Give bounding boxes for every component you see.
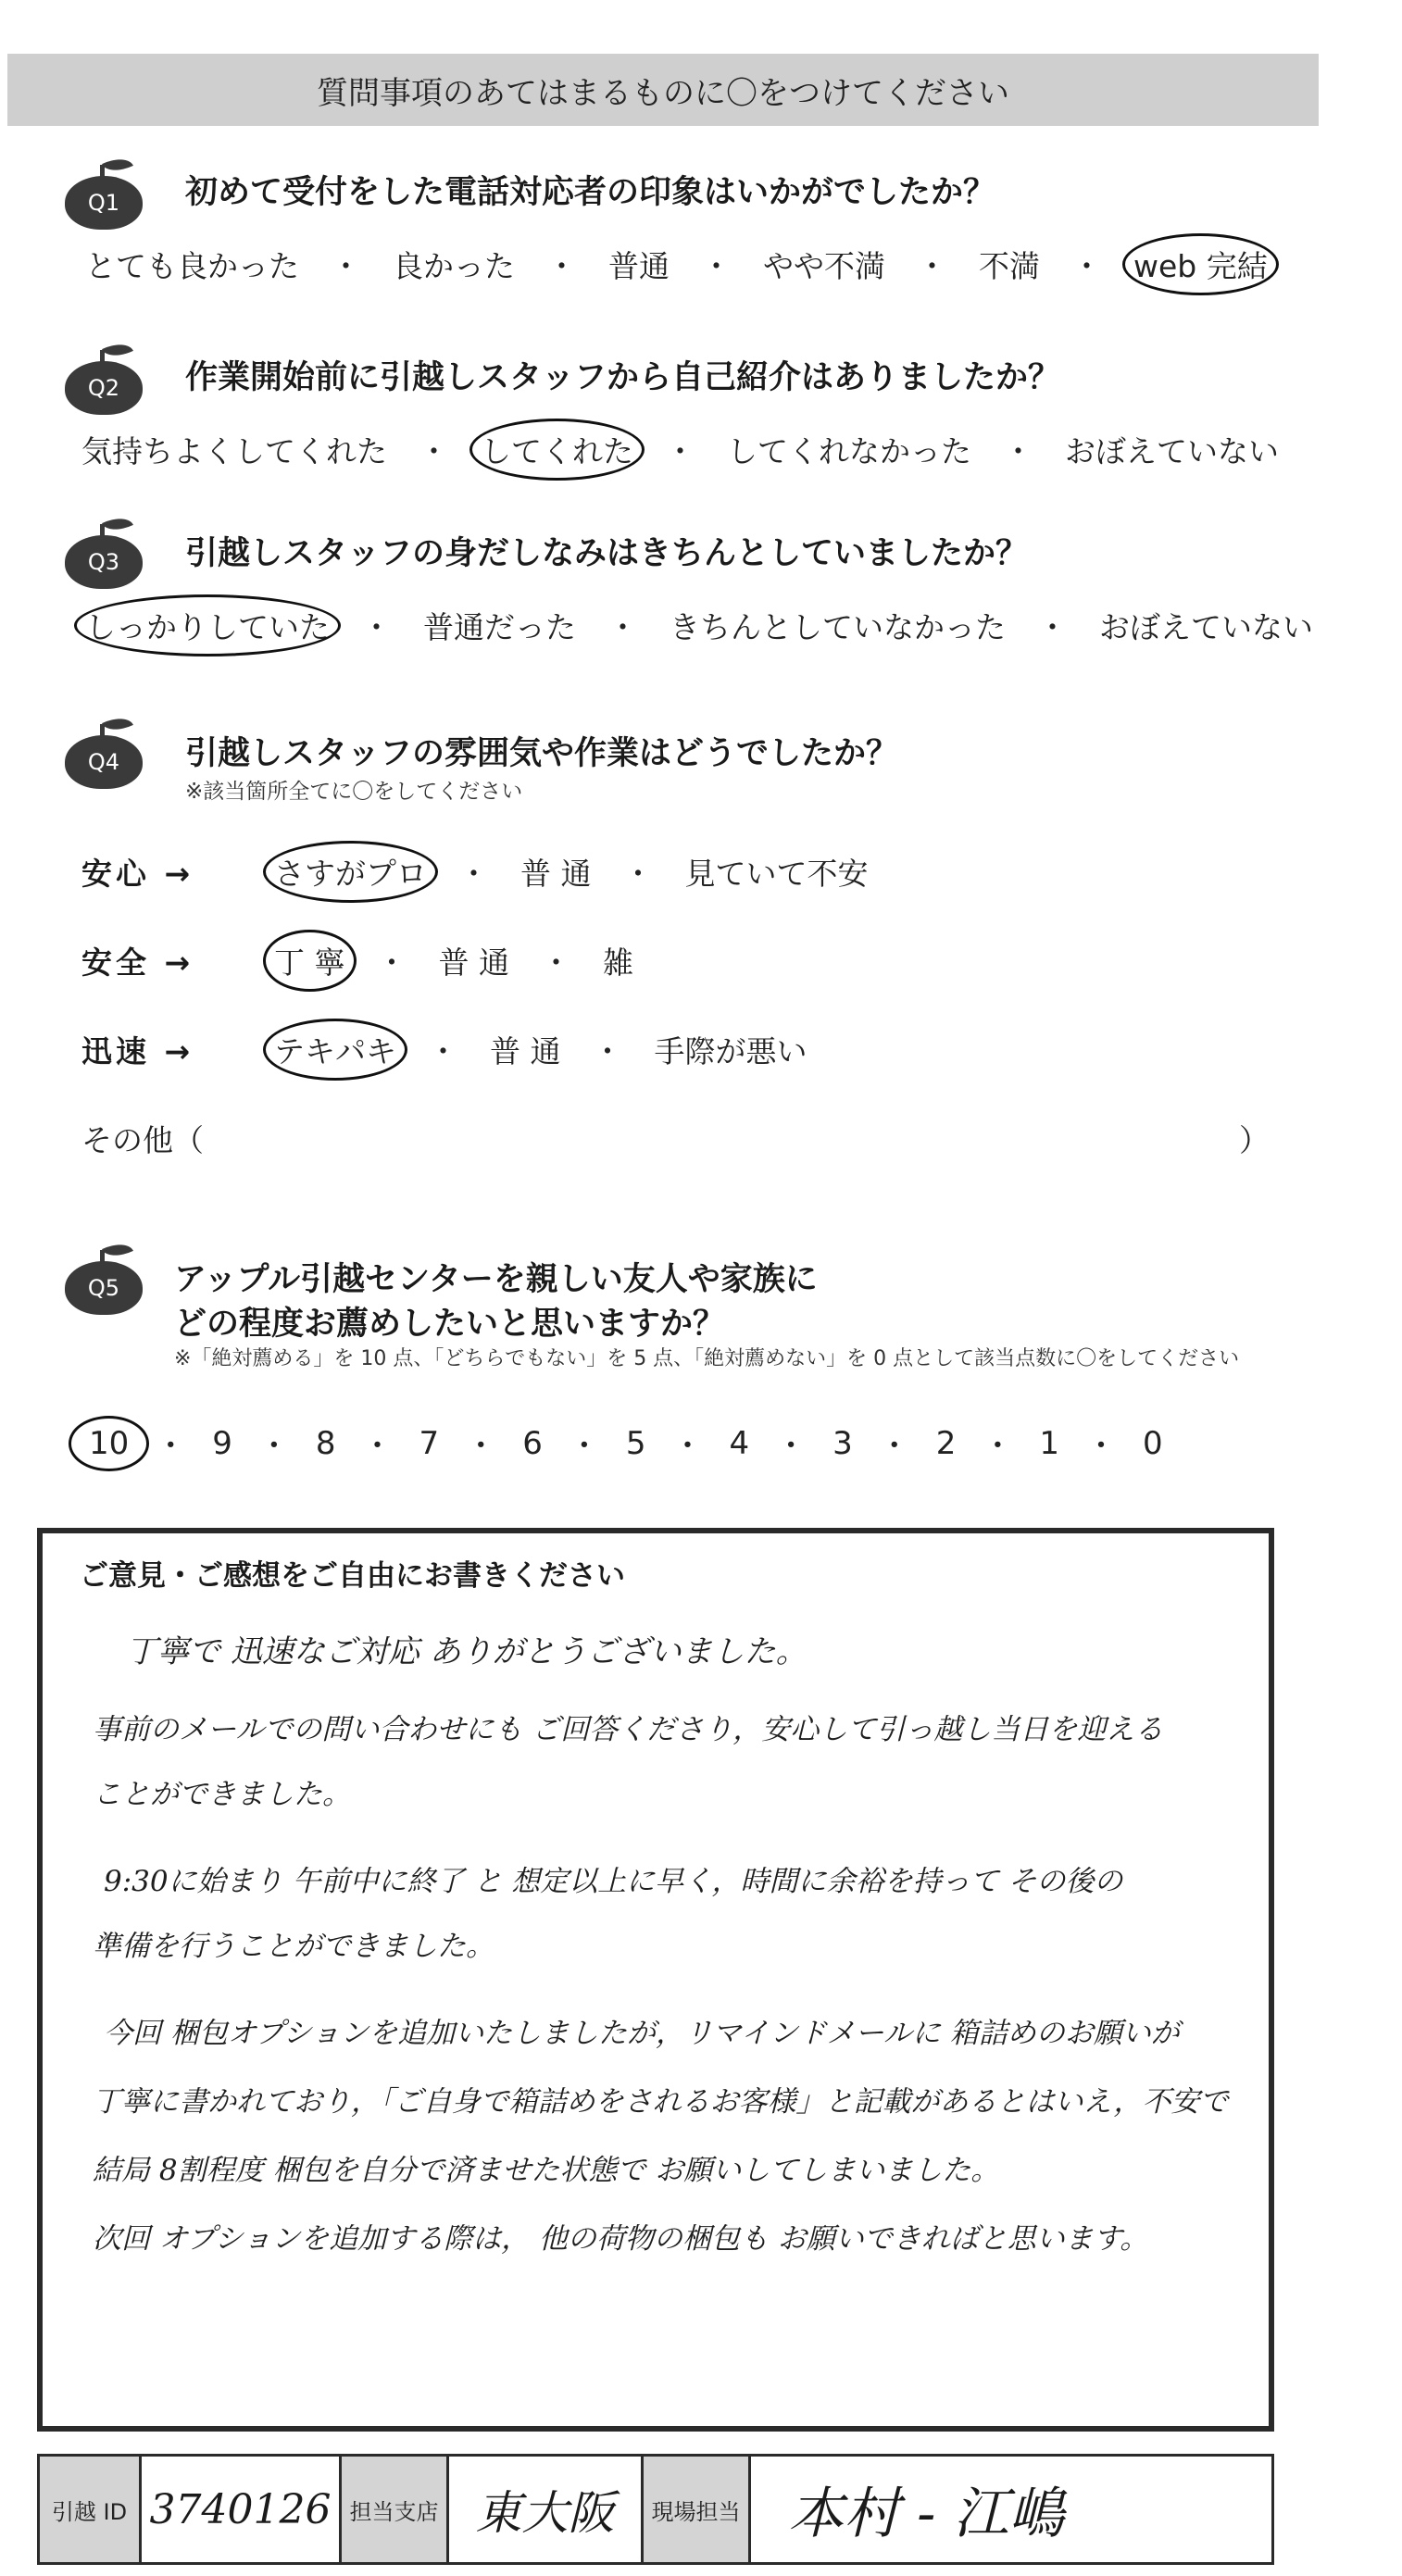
q5-score-selected[interactable]: 10 — [89, 1425, 129, 1462]
q5-apple-icon — [65, 1250, 143, 1315]
q4-apple-icon — [65, 724, 143, 789]
comment-line: 丁寧に書かれており，「ご自身で箱詰めをされるお客様」と記載があるとはいえ，不安で — [93, 2085, 1229, 2119]
comment-box — [37, 1528, 1274, 2432]
q5-score[interactable]: 9 — [212, 1424, 232, 1462]
q2-option[interactable]: おぼえていない — [1065, 433, 1279, 469]
q1-question: 初めて受付をした電話対応者の印象はいかがでしたか？ — [185, 174, 996, 211]
q4-option[interactable]: 雑 — [603, 944, 633, 981]
q4-option-selected[interactable]: テキパキ — [274, 1028, 396, 1071]
comment-line: 丁寧で 迅速なご対応 ありがとうございました。 — [126, 1633, 807, 1670]
instruction-header — [7, 54, 1319, 126]
q4-row-label-jinsoku: 迅速 → — [81, 1033, 194, 1069]
q4-row-anzen-options: 丁 寧 ・ 普 通 ・ 雑 — [274, 939, 633, 982]
q3-option[interactable]: きちんとしていなかった — [670, 609, 1006, 645]
q5-score[interactable]: 4 — [729, 1424, 750, 1462]
q1-option-selected[interactable]: web 完結 — [1133, 243, 1268, 286]
q1-option[interactable]: 不満 — [979, 248, 1040, 284]
q1-option[interactable]: やや不満 — [763, 248, 885, 284]
q4-badge: Q4 — [65, 735, 143, 789]
q1-option[interactable]: 普通 — [608, 248, 670, 284]
q3-option-selected[interactable]: しっかりしていた — [85, 604, 330, 647]
q1-badge: Q1 — [65, 176, 143, 230]
q4-option[interactable]: 普 通 — [490, 1033, 561, 1069]
footer-info-table — [37, 2454, 1274, 2565]
move-id-label: 引越 ID — [40, 2457, 142, 2562]
q4-row-label-anshin: 安心 → — [81, 856, 194, 892]
q5-score[interactable]: 8 — [315, 1424, 336, 1462]
comment-line: 結局 8割程度 梱包を自分で済ませた状態で お願いしてしまいました。 — [93, 2154, 1000, 2187]
q5-score-options: 10 ・ 9 ・ 8 ・ 7 ・ 6 ・ 5 ・ 4 ・ 3 ・ 2 ・ 1 ・ 0 — [89, 1420, 1163, 1466]
q4-option[interactable]: 手際が悪い — [654, 1033, 807, 1069]
comment-line: 事前のメールでの問い合わせにも ご回答くださり，安心して引っ越し当日を迎える — [93, 1713, 1164, 1746]
q3-options: しっかりしていた ・ 普通だった ・ きちんとしていなかった ・ おぼえていない — [85, 604, 1313, 647]
comment-line: 今回 梱包オプションを追加いたしましたが，リマインドメールに 箱詰めのお願いが — [104, 2017, 1180, 2050]
q4-option[interactable]: 普 通 — [520, 856, 592, 892]
q1-apple-icon — [65, 165, 143, 230]
q2-apple-icon — [65, 350, 143, 415]
q5-question-line2: どの程度お薦めしたいと思いますか？ — [174, 1306, 726, 1343]
q2-option[interactable]: 気持ちよくしてくれた — [81, 433, 387, 469]
q3-option[interactable]: おぼえていない — [1099, 609, 1313, 645]
q4-option-selected[interactable]: さすがプロ — [274, 850, 427, 894]
q3-badge: Q3 — [65, 535, 143, 589]
site-staff-label: 現場担当 — [644, 2457, 751, 2562]
q5-score[interactable]: 7 — [419, 1424, 440, 1462]
q2-options: 気持ちよくしてくれた ・ してくれた ・ してくれなかった ・ おぼえていない — [81, 428, 1279, 471]
q5-score[interactable]: 0 — [1143, 1424, 1163, 1462]
q4-row-jinsoku-options: テキパキ ・ 普 通 ・ 手際が悪い — [274, 1028, 807, 1071]
branch-value: 東大阪 — [449, 2457, 644, 2562]
q4-row-anshin-options: さすがプロ ・ 普 通 ・ 見ていて不安 — [274, 850, 869, 894]
q4-row-label-anzen: 安全 → — [81, 944, 194, 981]
comment-line: 準備を行うことができました。 — [93, 1930, 494, 1963]
q1-option[interactable]: とても良かった — [85, 248, 299, 284]
q1-options: とても良かった ・ 良かった ・ 普通 ・ やや不満 ・ 不満 ・ web 完結 — [85, 243, 1268, 286]
q5-note: ※「絶対薦める」を 10 点、「どちらでもない」を 5 点、「絶対薦めない」を 0 点として該当点数に〇をしてください — [174, 1347, 1240, 1370]
branch-label: 担当支店 — [342, 2457, 449, 2562]
q3-option[interactable]: 普通だった — [423, 609, 576, 645]
q2-question: 作業開始前に引越しスタッフから自己紹介はありましたか？ — [185, 359, 1061, 396]
q2-option[interactable]: してくれなかった — [727, 433, 971, 469]
q5-score[interactable]: 2 — [935, 1424, 957, 1462]
q5-score[interactable]: 6 — [522, 1424, 543, 1462]
site-staff-value: 本村 - 江嶋 — [788, 2482, 1065, 2546]
q4-option[interactable]: 普 通 — [438, 944, 509, 981]
q2-badge: Q2 — [65, 361, 143, 415]
q1-option[interactable]: 良かった — [393, 248, 515, 284]
instruction-header-text: 質問事項のあてはまるものに〇をつけてください — [317, 74, 1009, 112]
q4-other-label: その他（ — [81, 1122, 204, 1158]
q4-note: ※該当箇所全てに〇をしてください — [185, 780, 523, 804]
q5-score[interactable]: 3 — [832, 1424, 853, 1462]
q5-score[interactable]: 1 — [1039, 1424, 1060, 1462]
comment-line: ことができました。 — [93, 1778, 351, 1811]
q4-option-selected[interactable]: 丁 寧 — [274, 939, 345, 982]
comment-line: 次回 オプションを追加する際は， 他の荷物の梱包も お願いできればと思います。 — [93, 2222, 1149, 2256]
q5-question-line1: アップル引越センターを親しい友人や家族に — [174, 1261, 818, 1298]
comment-box-title: ご意見・ご感想をご自由にお書きください — [80, 1559, 625, 1593]
q4-question: 引越しスタッフの雰囲気や作業はどうでしたか？ — [185, 735, 899, 772]
q4-other-close: ） — [1239, 1122, 1270, 1158]
q3-question: 引越しスタッフの身だしなみはきちんとしていましたか？ — [185, 535, 1029, 572]
comment-line: 9:30に始まり 午前中に終了 と 想定以上に早く，時間に余裕を持って その後の — [104, 1865, 1123, 1898]
q5-badge: Q5 — [65, 1261, 143, 1315]
q4-option[interactable]: 見ていて不安 — [684, 856, 869, 892]
move-id-value: 3740126 — [142, 2457, 342, 2562]
q2-option-selected[interactable]: してくれた — [481, 428, 633, 471]
q5-score[interactable]: 5 — [625, 1424, 646, 1462]
q3-apple-icon — [65, 524, 143, 589]
